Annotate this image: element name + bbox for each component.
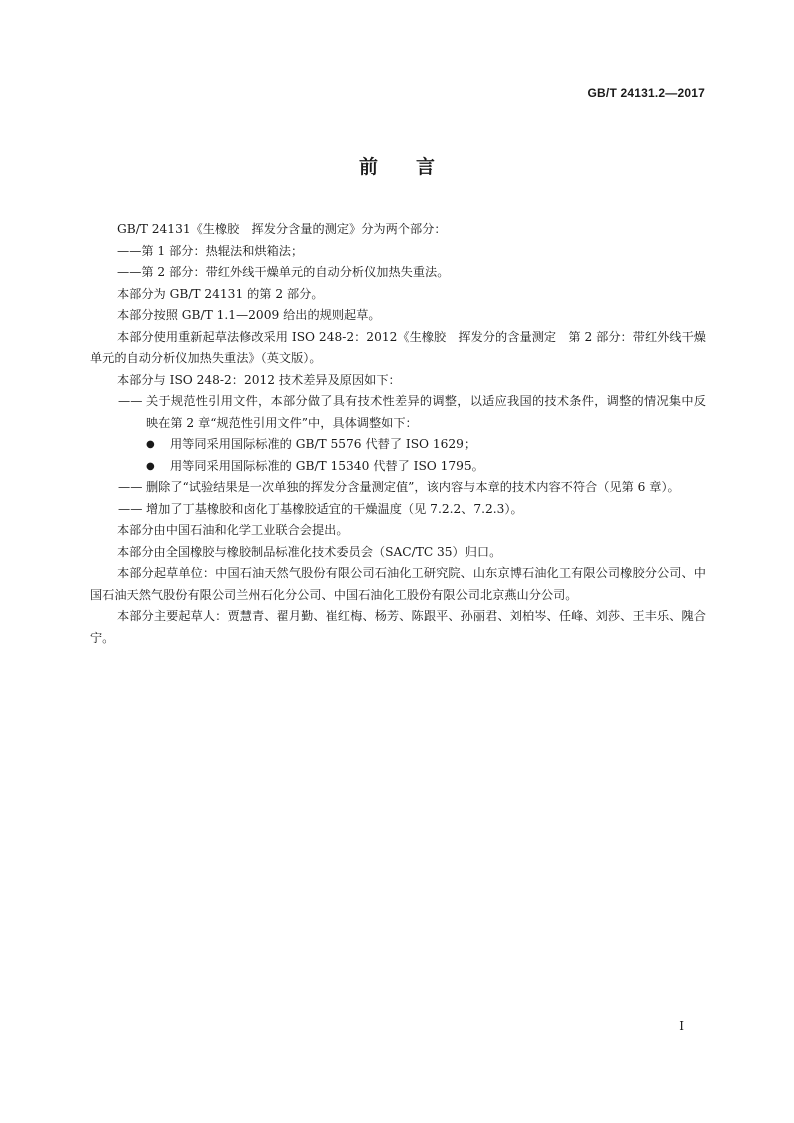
- bullet-item: [90, 434, 706, 456]
- dash-marker: ——: [118, 394, 143, 408]
- difference-item-references: [90, 391, 706, 434]
- dash-marker: ——: [118, 501, 143, 516]
- bullet-icon: ●: [146, 460, 155, 472]
- paragraph-proposer: 本部分由中国石油和化学工业联合会提出。: [117, 523, 349, 537]
- difference-text: 增加了丁基橡胶和卤化丁基橡胶适宜的干燥温度（见 7.2.2、7.2.3）。: [146, 501, 523, 516]
- bullet-icon: ●: [146, 439, 155, 450]
- difference-item-added: [90, 499, 706, 521]
- difference-text: 关于规范性引用文件，本部分做了具有技术性差异的调整，以适应我国的技术条件，调整的情况集中反映在第 2 章“规范性引用文件”中，具体调整如下：: [146, 394, 706, 430]
- paragraph-drafters: 本部分主要起草人：贾慧青、翟月勤、崔红梅、杨芳、陈跟平、孙丽君、刘柏岑、任峰、刘莎、王丰乐、隗合宁。: [90, 609, 706, 645]
- bullet-text: 用等同采用国际标准的 GB/T 15340 代替了 ISO 1795。: [170, 458, 484, 473]
- bullet-item: [90, 456, 706, 478]
- foreword-body: [90, 219, 706, 649]
- paragraph-differences-intro: 本部分与 ISO 248-2：2012 技术差异及原因如下：: [117, 372, 401, 387]
- title-char-2: 言: [416, 156, 436, 178]
- page-title: [0, 152, 794, 179]
- part-2-item: ——第 2 部分：带红外线干燥单元的自动分析仪加热失重法。: [117, 265, 450, 279]
- paragraph-drafting-units: 本部分起草单位：中国石油天然气股份有限公司石油化工研究院、山东京博石油化工有限公司橡胶分公司、中国石油天然气股份有限公司兰州石化分公司、中国石油化工股份有限公司北京燕山分公司。: [90, 566, 706, 602]
- paragraph-drafting-rules: 本部分按照 GB/T 1.1—2009 给出的规则起草。: [117, 308, 381, 322]
- part-1-item: ——第 1 部分：热辊法和烘箱法；: [117, 243, 304, 258]
- difference-text: 删除了“试验结果是一次单独的挥发分含量测定值”，该内容与本章的技术内容不符合（见第 6 章）。: [146, 480, 680, 494]
- bullet-text: 用等同采用国际标准的 GB/T 5576 代替了 ISO 1629；: [170, 437, 477, 451]
- paragraph-adoption: 本部分使用重新起草法修改采用 ISO 248-2：2012《生橡胶 挥发分的含量测定 第 2 部分：带红外线干燥单元的自动分析仪加热失重法》（英文版）。: [90, 329, 706, 365]
- title-char-1: 前: [358, 156, 378, 178]
- page-number: I: [679, 1019, 684, 1033]
- dash-marker: ——: [118, 480, 143, 494]
- standard-code: GB/T 24131.2—2017: [587, 86, 705, 100]
- difference-item-deleted: [90, 477, 706, 499]
- paragraph-committee: 本部分由全国橡胶与橡胶制品标准化技术委员会（SAC/TC 35）归口。: [117, 544, 502, 559]
- paragraph-part-number: 本部分为 GB/T 24131 的第 2 部分。: [117, 286, 324, 301]
- paragraph-parts-intro: GB/T 24131《生橡胶 挥发分含量的测定》分为两个部分：: [117, 222, 447, 236]
